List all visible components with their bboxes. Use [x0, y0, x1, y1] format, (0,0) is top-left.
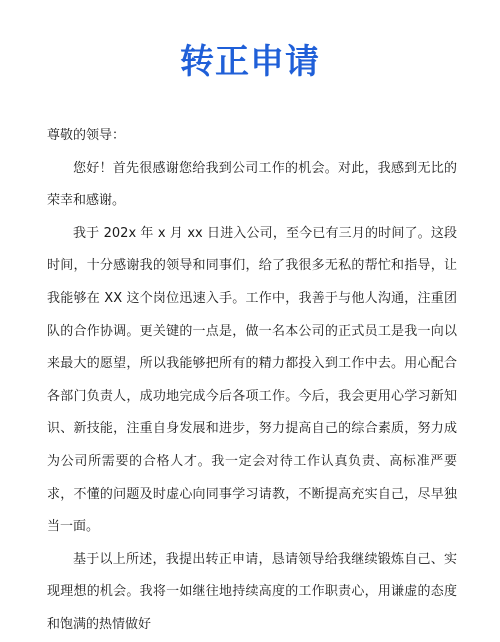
- salutation: 尊敬的领导：: [47, 128, 126, 143]
- document-title: 转正申请: [180, 42, 320, 82]
- paragraph-1: 您好！首先很感谢您给我到公司工作的机会。对此，我感到无比的荣幸和感谢。: [47, 160, 457, 209]
- paragraph-2: 我于 202x 年 x 月 xx 日进入公司，至今已有三月的时间了。这段时间，十分感谢我的领导和同事们，给了我很多无私的帮忙和指导，让我能够在 XX 这个岗位迅速入手。工作中，我善于与他人沟通，注重团队的合作协调。更关键的一点是，做一名本公司的正式员工是我一向以来最大的愿望，所以我能够把所有的精力都投入到工作中去。用心配合各部门负责人，成功地完成今后各项工作。今后，我会更用心学习新知识、新技能，注重自身发展和进步，努力提高自己的综合素质，努力成为公司所需要的合格人才。我一定会对待工作认真负责、高标准严要求，不懂的问题及时虚心向同事学习请教，不断提高充实自己，尽早独当一面。: [47, 225, 457, 535]
- document-body: [47, 120, 457, 642]
- paragraph-3: 基于以上所述，我提出转正申请，恳请领导给我继续锻炼自己、实现理想的机会。我将一如继往地持续高度的工作职责心，用谦虚的态度和饱满的热情做好: [47, 551, 457, 632]
